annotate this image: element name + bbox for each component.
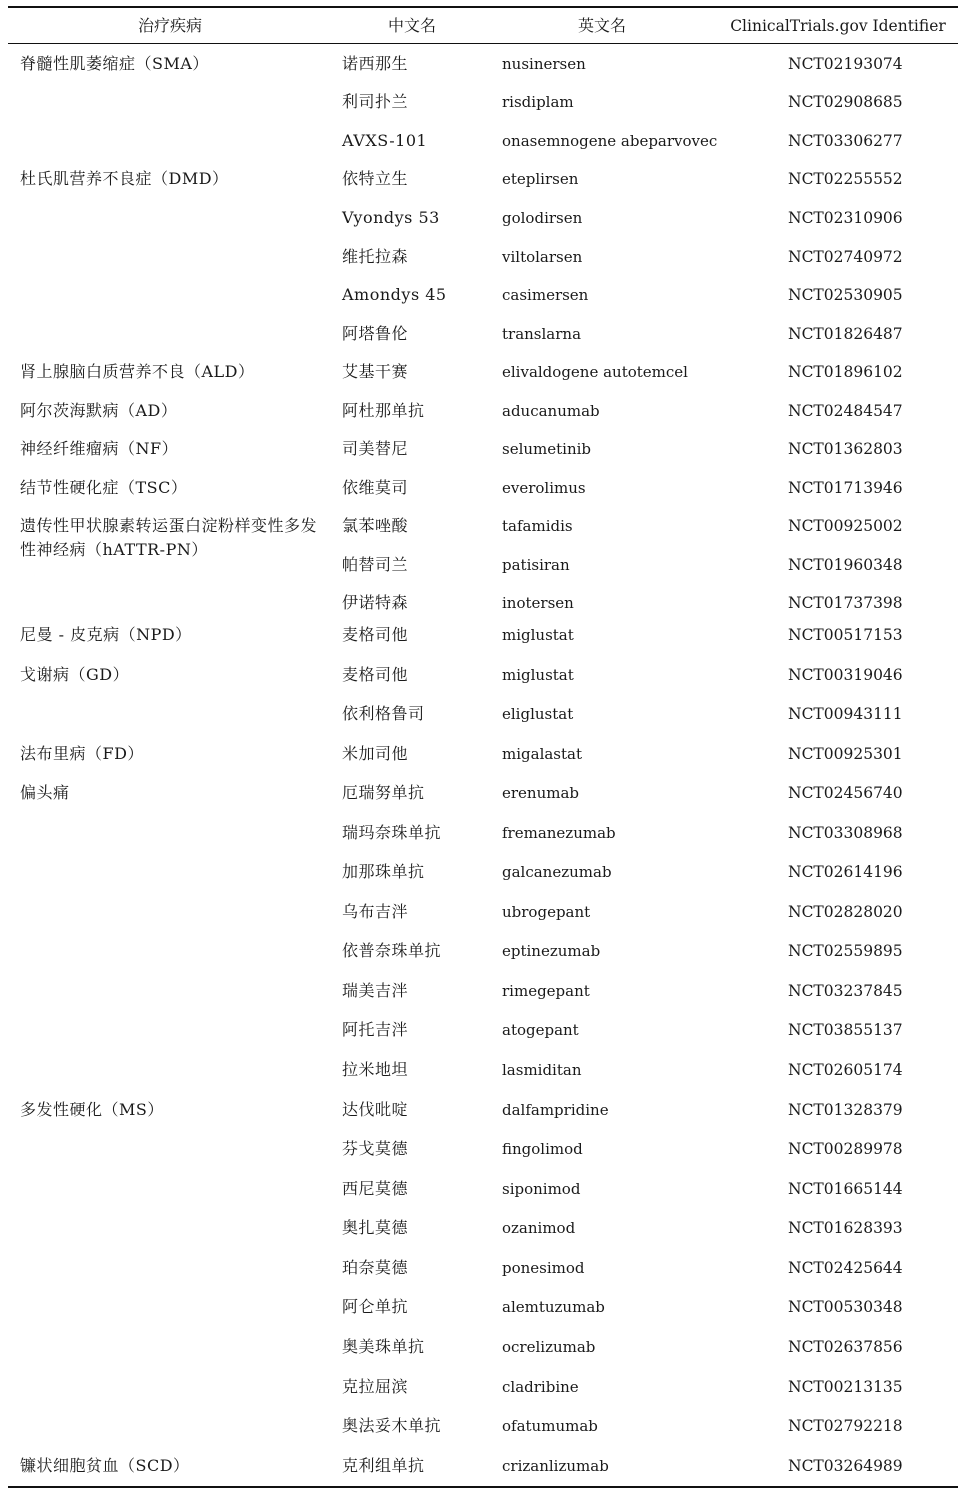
- disease-cell: 阿尔茨海默病（AD）: [20, 401, 178, 420]
- identifier-cell: NCT00289978: [788, 1140, 903, 1158]
- header-identifier: ClinicalTrials.gov Identifier: [730, 17, 946, 35]
- english-name-cell: siponimod: [502, 1180, 581, 1198]
- identifier-cell: NCT01665144: [788, 1180, 903, 1198]
- english-name-cell: galcanezumab: [502, 863, 612, 881]
- identifier-cell: NCT03237845: [788, 982, 903, 1000]
- chinese-name-cell: 阿塔鲁伦: [342, 324, 409, 343]
- english-name-cell: crizanlizumab: [502, 1457, 609, 1475]
- identifier-cell: NCT00530348: [788, 1298, 903, 1316]
- english-name-cell: inotersen: [502, 594, 574, 612]
- identifier-cell: NCT02255552: [788, 170, 903, 188]
- chinese-name-cell: 帕替司兰: [342, 555, 409, 574]
- identifier-cell: NCT03855137: [788, 1021, 903, 1039]
- identifier-cell: NCT02456740: [788, 784, 903, 802]
- english-name-cell: rimegepant: [502, 982, 590, 1000]
- identifier-cell: NCT02425644: [788, 1259, 903, 1277]
- english-name-cell: casimersen: [502, 286, 589, 304]
- english-name-cell: nusinersen: [502, 55, 586, 73]
- english-name-cell: ocrelizumab: [502, 1338, 596, 1356]
- disease-cell: 肾上腺脑白质营养不良（ALD）: [20, 362, 255, 381]
- identifier-cell: NCT00925002: [788, 517, 903, 535]
- english-name-cell: translarna: [502, 325, 582, 343]
- disease-cell: 镰状细胞贫血（SCD）: [20, 1456, 190, 1475]
- identifier-cell: NCT00319046: [788, 666, 903, 684]
- english-name-cell: eliglustat: [502, 705, 574, 723]
- chinese-name-cell: 奥法妥木单抗: [342, 1416, 442, 1435]
- chinese-name-cell: 诺西那生: [342, 54, 409, 73]
- identifier-cell: NCT00943111: [788, 705, 903, 723]
- chinese-name-cell: 司美替尼: [342, 439, 409, 458]
- chinese-name-cell: Vyondys 53: [342, 208, 440, 227]
- identifier-cell: NCT02740972: [788, 248, 903, 266]
- identifier-cell: NCT00517153: [788, 626, 903, 644]
- chinese-name-cell: 加那珠单抗: [342, 862, 425, 881]
- english-name-cell: miglustat: [502, 666, 574, 684]
- english-name-cell: onasemnogene abeparvovec: [502, 132, 718, 150]
- identifier-cell: NCT01362803: [788, 440, 903, 458]
- chinese-name-cell: 芬戈莫德: [342, 1139, 409, 1158]
- identifier-cell: NCT00213135: [788, 1378, 903, 1396]
- english-name-cell: fremanezumab: [502, 824, 616, 842]
- chinese-name-cell: 伊诺特森: [342, 593, 409, 612]
- chinese-name-cell: 依特立生: [342, 169, 409, 188]
- chinese-name-cell: 拉米地坦: [342, 1060, 409, 1079]
- english-name-cell: aducanumab: [502, 402, 600, 420]
- english-name-cell: ponesimod: [502, 1259, 585, 1277]
- identifier-cell: NCT02828020: [788, 903, 903, 921]
- english-name-cell: eteplirsen: [502, 170, 579, 188]
- chinese-name-cell: 阿杜那单抗: [342, 401, 425, 420]
- header-chinese-name: 中文名: [387, 16, 436, 35]
- identifier-cell: NCT03308968: [788, 824, 903, 842]
- english-name-cell: ofatumumab: [502, 1417, 598, 1435]
- identifier-cell: NCT02310906: [788, 209, 903, 227]
- english-name-cell: atogepant: [502, 1021, 579, 1039]
- disease-cell: 遗传性甲状腺素转运蛋白淀粉样变性多发性神经病（hATTR-PN）: [20, 516, 318, 559]
- identifier-cell: NCT02614196: [788, 863, 903, 881]
- english-name-cell: tafamidis: [502, 517, 573, 535]
- chinese-name-cell: 西尼莫德: [342, 1179, 409, 1198]
- identifier-cell: NCT01826487: [788, 325, 903, 343]
- english-name-cell: ozanimod: [502, 1219, 576, 1237]
- disease-cell: 偏头痛: [20, 783, 70, 802]
- chinese-name-cell: 维托拉森: [342, 247, 409, 266]
- identifier-cell: NCT02484547: [788, 402, 903, 420]
- chinese-name-cell: AVXS-101: [342, 131, 428, 150]
- chinese-name-cell: 奥扎莫德: [342, 1218, 409, 1237]
- english-name-cell: everolimus: [502, 479, 586, 497]
- identifier-cell: NCT01713946: [788, 479, 903, 497]
- identifier-cell: NCT01896102: [788, 363, 903, 381]
- identifier-cell: NCT01328379: [788, 1101, 903, 1119]
- disease-cell: 结节性硬化症（TSC）: [20, 478, 188, 497]
- english-name-cell: dalfampridine: [502, 1101, 609, 1119]
- table-bottom-rule: [8, 1486, 958, 1488]
- english-name-cell: elivaldogene autotemcel: [502, 363, 688, 381]
- english-name-cell: risdiplam: [502, 93, 574, 111]
- chinese-name-cell: 瑞玛奈珠单抗: [342, 823, 442, 842]
- disease-cell: 法布里病（FD）: [20, 744, 144, 763]
- chinese-name-cell: 达伐吡啶: [342, 1100, 409, 1119]
- header-disease: 治疗疾病: [137, 16, 202, 35]
- identifier-cell: NCT02530905: [788, 286, 903, 304]
- chinese-name-cell: 氯苯唑酸: [342, 516, 409, 535]
- identifier-cell: NCT03264989: [788, 1457, 903, 1475]
- identifier-cell: NCT01960348: [788, 556, 903, 574]
- english-name-cell: migalastat: [502, 745, 583, 763]
- english-name-cell: lasmiditan: [502, 1061, 582, 1079]
- chinese-name-cell: 依维莫司: [342, 478, 409, 497]
- disease-cell: 戈谢病（GD）: [20, 665, 130, 684]
- english-name-cell: viltolarsen: [502, 248, 583, 266]
- disease-cell: 尼曼 - 皮克病（NPD）: [20, 625, 192, 644]
- identifier-cell: NCT02559895: [788, 942, 903, 960]
- chinese-name-cell: 利司扑兰: [342, 92, 409, 111]
- english-name-cell: miglustat: [502, 626, 574, 644]
- english-name-cell: selumetinib: [502, 440, 592, 458]
- english-name-cell: eptinezumab: [502, 942, 601, 960]
- chinese-name-cell: 米加司他: [342, 744, 409, 763]
- disease-cell: 脊髓性肌萎缩症（SMA）: [20, 54, 209, 73]
- chinese-name-cell: 麦格司他: [342, 665, 409, 684]
- identifier-cell: NCT02605174: [788, 1061, 903, 1079]
- english-name-cell: alemtuzumab: [502, 1298, 605, 1316]
- identifier-cell: NCT02193074: [788, 55, 903, 73]
- identifier-cell: NCT02792218: [788, 1417, 903, 1435]
- english-name-cell: golodirsen: [502, 209, 583, 227]
- chinese-name-cell: 艾基干赛: [342, 362, 409, 381]
- chinese-name-cell: 奥美珠单抗: [342, 1337, 425, 1356]
- identifier-cell: NCT02637856: [788, 1338, 903, 1356]
- english-name-cell: cladribine: [502, 1378, 579, 1396]
- chinese-name-cell: 克拉屈滨: [342, 1377, 409, 1396]
- chinese-name-cell: 阿托吉泮: [342, 1020, 409, 1039]
- identifier-cell: NCT02908685: [788, 93, 903, 111]
- identifier-cell: NCT01737398: [788, 594, 903, 612]
- chinese-name-cell: 厄瑞努单抗: [342, 783, 425, 802]
- chinese-name-cell: 麦格司他: [342, 625, 409, 644]
- chinese-name-cell: 依普奈珠单抗: [342, 941, 442, 960]
- chinese-name-cell: 克利组单抗: [342, 1456, 425, 1475]
- chinese-name-cell: 阿仑单抗: [342, 1297, 409, 1316]
- english-name-cell: fingolimod: [502, 1140, 583, 1158]
- english-name-cell: erenumab: [502, 784, 580, 802]
- chinese-name-cell: 依利格鲁司: [342, 704, 425, 723]
- english-name-cell: patisiran: [502, 556, 570, 574]
- chinese-name-cell: 瑞美吉泮: [342, 981, 409, 1000]
- header-english-name: 英文名: [577, 16, 626, 35]
- chinese-name-cell: 乌布吉泮: [342, 902, 409, 921]
- disease-cell: 杜氏肌营养不良症（DMD）: [20, 169, 229, 188]
- chinese-name-cell: 珀奈莫德: [342, 1258, 409, 1277]
- disease-cell: 多发性硬化（MS）: [20, 1100, 164, 1119]
- identifier-cell: NCT03306277: [788, 132, 903, 150]
- identifier-cell: NCT00925301: [788, 745, 903, 763]
- identifier-cell: NCT01628393: [788, 1219, 903, 1237]
- english-name-cell: ubrogepant: [502, 903, 591, 921]
- chinese-name-cell: Amondys 45: [342, 285, 447, 304]
- disease-cell: 神经纤维瘤病（NF）: [20, 439, 179, 458]
